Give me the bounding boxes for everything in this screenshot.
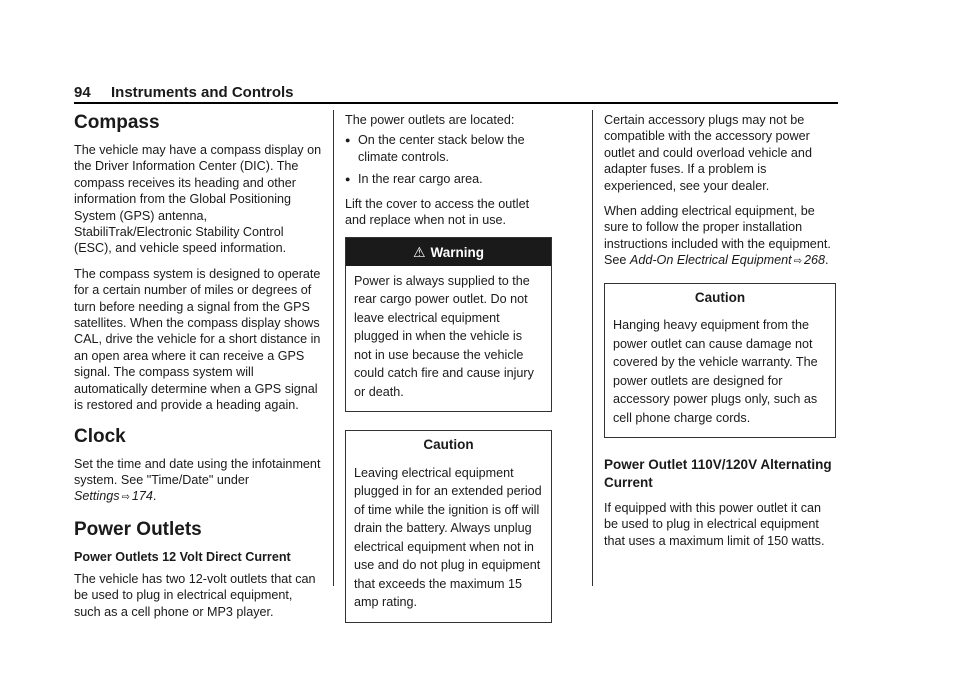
- lift-cover-paragraph: Lift the cover to access the outlet and replace when not in use.: [345, 196, 530, 228]
- compass-paragraph: The compass system is designed to operate for a certain number of miles or degrees of turn before needing a signal from the GPS satellites. When the compass display shows CAL, drive the vehicle for a short distance in an open area where it can receive a GPS signal. The compass system will automatically determine when a GPS signal is restored and provide a heading again.: [74, 266, 321, 413]
- clock-paragraph: Set the time and date using the infotainment system. See "Time/Date" under Settings ⇨ 174.: [74, 456, 321, 504]
- page-number: 94: [74, 84, 91, 101]
- caution-text: Leaving electrical equipment plugged in for an extended period of time while the ignition is off will drain the battery. Always unplug electrical equipment when not in use and do not plug in equipment that exceeds the maximum 15 amp rating.: [354, 465, 542, 610]
- caution-box: [345, 430, 552, 622]
- power-outlets-heading: Power Outlets: [74, 518, 202, 540]
- warning-header: [346, 238, 551, 265]
- list-item: ● On the center stack below the climate controls.: [345, 132, 552, 165]
- settings-link[interactable]: Settings: [74, 489, 120, 504]
- caution-title: Caution: [423, 437, 474, 453]
- column-right: [604, 112, 836, 558]
- located-intro: The power outlets are located:: [345, 113, 515, 127]
- caution-title: Caution: [694, 289, 746, 305]
- power-outlets-paragraph: The vehicle has two 12-volt outlets that can be used to plug in electrical equipment, such as a cell phone or MP3 player.: [74, 571, 316, 619]
- installation-paragraph: When adding electrical equipment, be sure to follow the proper installation instructions included with the equipment. See Add-On Electrical Equipment ⇨ 268.: [604, 204, 831, 268]
- caution-text: Hanging heavy equipment from the power outlet can cause damage not covered by the vehicle warranty. The power outlets are designed for accessory power plugs only, such as cell phone charge cords.: [613, 318, 818, 425]
- compass-heading: Compass: [74, 112, 160, 133]
- ac-outlet-paragraph: If equipped with this power outlet it can be used to plug in electrical equipment that uses a maximum limit of 150 watts.: [604, 501, 825, 548]
- column-left: [74, 112, 322, 629]
- page-ref-number[interactable]: 174: [131, 489, 153, 504]
- compass-paragraph: The vehicle may have a compass display on the Driver Information Center (DIC). The compass receives its heading and other information from the Global Positioning System (GPS) antenna, StabiliTrak/Electronic Stability Control (ESC), and vehicle speed information.: [74, 143, 322, 256]
- add-on-equipment-link[interactable]: Add-On Electrical Equipment: [629, 253, 792, 268]
- list-item: ● In the rear cargo area.: [345, 171, 552, 187]
- warning-text: Power is always supplied to the rear cargo power outlet. Do not leave electrical equipment plugged in when the vehicle is not in use because the vehicle could catch fire and cause injury or death.: [354, 273, 534, 399]
- warning-triangle-icon: ⚠: [412, 244, 426, 261]
- page-ref-number[interactable]: 268: [804, 253, 826, 268]
- warning-box: [345, 237, 552, 412]
- located-list: [345, 132, 552, 187]
- ac-outlet-heading: Power Outlet 110V/120V Alternating Current: [604, 457, 832, 491]
- page-header: [74, 82, 838, 104]
- caution-box: [604, 283, 836, 438]
- compatibility-paragraph: Certain accessory plugs may not be compatible with the accessory power outlet and could overload vehicle and adapter fuses. If a problem is experienced, see your dealer.: [604, 113, 812, 193]
- page-ref-icon: ⇨: [121, 492, 130, 504]
- column-middle: [345, 112, 552, 641]
- section-title: Instruments and Controls: [111, 84, 294, 101]
- clock-heading: Clock: [74, 425, 126, 447]
- column-divider: [592, 110, 593, 586]
- page-ref-icon: ⇨: [793, 256, 803, 268]
- header-rule: [74, 102, 838, 104]
- column-divider: [333, 110, 334, 586]
- power-outlets-subheading: Power Outlets 12 Volt Direct Current: [74, 549, 291, 564]
- warning-title: Warning: [430, 245, 485, 261]
